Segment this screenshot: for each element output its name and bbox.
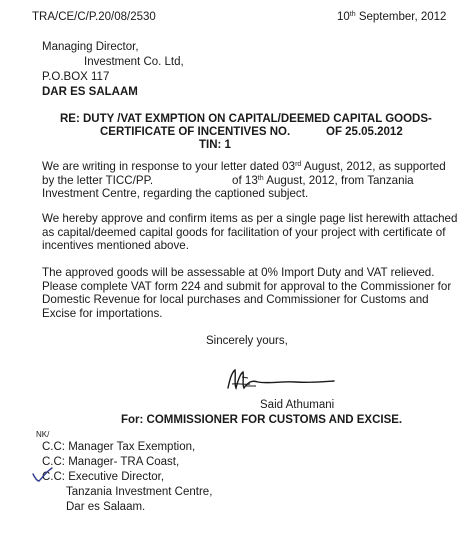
cc-line-5: Dar es Salaam. xyxy=(66,501,146,513)
subject-line-2a: CERTIFICATE OF INCENTIVES NO. xyxy=(100,126,291,138)
cc-line-2: C.C: Manager- TRA Coast, xyxy=(42,456,180,468)
subject-line-2b: OF 25.05.2012 xyxy=(326,126,403,138)
cc-line-1: C.C: Manager Tax Exemption, xyxy=(42,441,196,453)
paragraph-3: The approved goods will be assessable at 0% Import Duty and VAT relieved. Please complete VAT form 224 and submit for approval to the Commissioner for Domestic Revenue for local purchases and Commissioner for Customs and Excise for importations. xyxy=(42,266,452,320)
recipient-pobox: P.O.BOX 117 xyxy=(42,71,110,83)
cc-line-4: Tanzania Investment Centre, xyxy=(66,486,213,498)
paragraph-1: We are writing in response to your letter dated 03rd August, 2012, as supported by the letter TICC/PP. of 13th August, 2012, from Tanzania Investment Centre, regarding the captioned subject. xyxy=(42,160,446,201)
recipient-title: Managing Director, xyxy=(42,41,139,53)
recipient-city: DAR ES SALAAM xyxy=(42,86,138,98)
closing: Sincerely yours, xyxy=(206,335,288,347)
signatory-name: Said Athumani xyxy=(260,399,335,411)
letter-date: 10th September, 2012 xyxy=(337,11,447,23)
signatory-title: For: COMMISSIONER FOR CUSTOMS AND EXCISE. xyxy=(121,414,403,426)
paragraph-2: We hereby approve and confirm items as per a single page list herewith attached as capital/deemed capital goods for facilitation of your project with certificate of incentives mentioned above. xyxy=(42,212,458,253)
signature xyxy=(222,366,342,396)
recipient-company: Investment Co. Ltd, xyxy=(84,56,184,68)
typist-initials: NK/ xyxy=(36,430,50,439)
subject-line-1: RE: DUTY /VAT EXMPTION ON CAPITAL/DEEMED CAPITAL GOODS- xyxy=(60,113,432,125)
pen-tick-mark xyxy=(30,464,56,484)
reference-number: TRA/CE/C/P.20/08/2530 xyxy=(32,11,156,23)
cc-line-3: C.C: Executive Director, xyxy=(42,471,165,483)
subject-tin: TIN: 1 xyxy=(199,139,231,151)
